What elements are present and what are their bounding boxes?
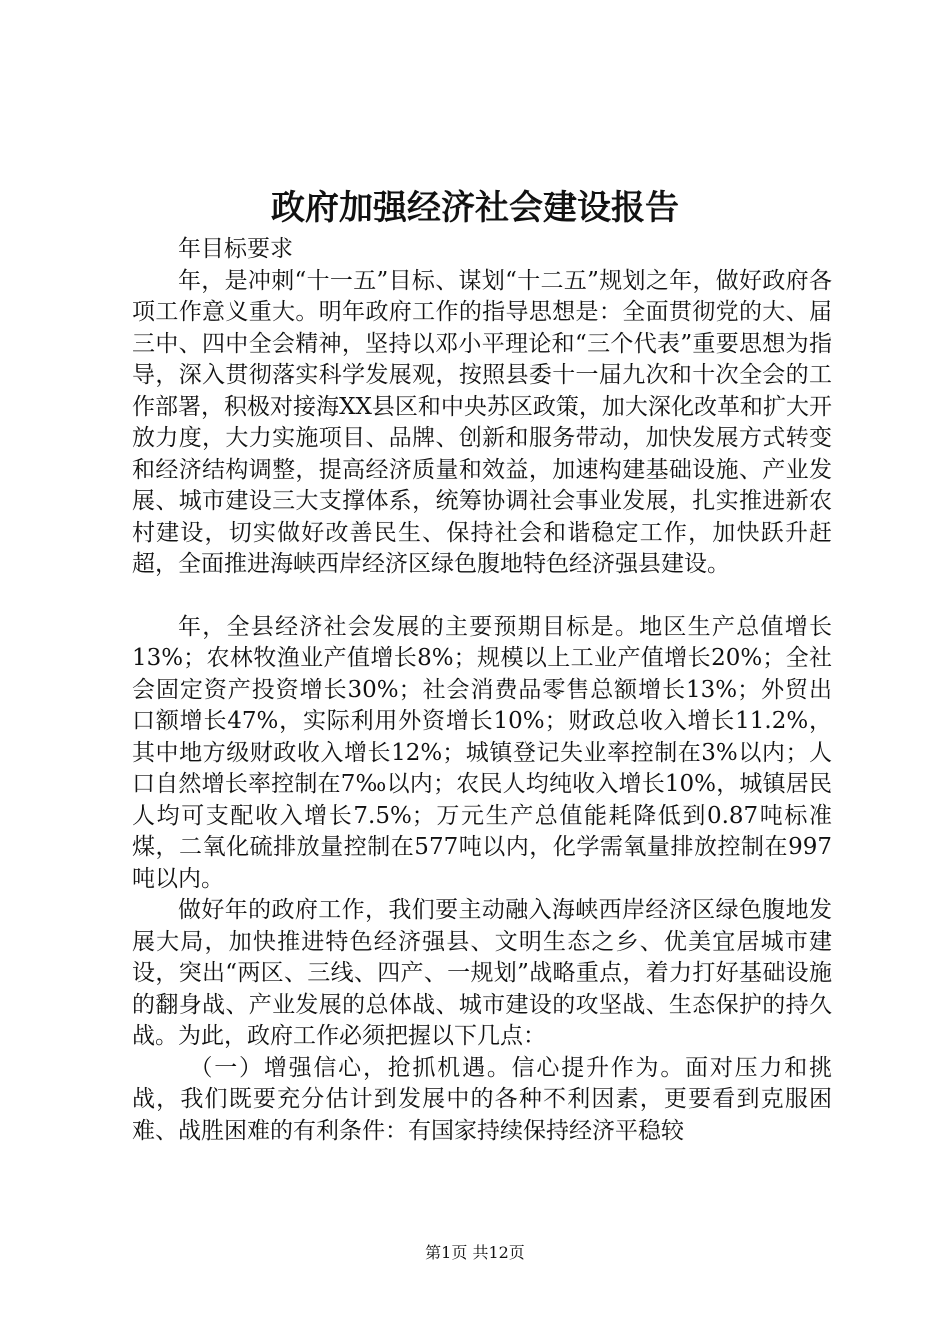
paragraph-expected-targets: 年，全县经济社会发展的主要预期目标是。地区生产总值增长13%；农林牧渔业产值增长8%；规模以上工业产值增长20%；全社会固定资产投资增长30%；社会消费品零售总额增长13%；外贸出口额增长47%，实际利用外资增长10%；财政总收入增长11.2%，其中地方级财政收入增长12%；城镇登记失业率控制在3%以内；人口自然增长率控制在7‰以内；农民人均纯收入增长10%，城镇居民人均可支配收入增长7.5%；万元生产总值能耗降低到0.87吨标准煤，二氧化硫排放量控制在577吨以内，化学需氧量排放控制在997吨以内。 (132, 613, 832, 892)
paragraph-point-one: （一）增强信心，抢抓机遇。信心提升作为。面对压力和挑战，我们既要充分估计到发展中的各种不利因素，更要看到克服困难、战胜困难的有利条件：有国家持续保持经济平稳较 (132, 1054, 832, 1144)
page-number: 第1页 共12页 (425, 1243, 525, 1262)
paragraph-guiding-ideology: 年，是冲刺“十一五”目标、谋划“十二五”规划之年，做好政府各项工作意义重大。明年政府工作的指导思想是：全面贯彻党的大、届三中、四中全会精神，坚持以邓小平理论和“三个代表”重要思想为指导，深入贯彻落实科学发展观，按照县委十一届九次和十次全会的工作部署，积极对接海XX县区和中央苏区政策，加大深化改革和扩大开放力度，大力实施项目、品牌、创新和服务带动，加快发展方式转变和经济结构调整，提高经济质量和效益，加速构建基础设施、产业发展、城市建设三大支撑体系，统筹协调社会事业发展，扎实推进新农村建设，切实做好改善民生、保持社会和谐稳定工作，加快跃升赶超，全面推进海峡西岸经济区绿色腹地特色经济强县建设。 (132, 267, 832, 577)
section-heading: 年目标要求 (178, 236, 293, 262)
document-body (132, 234, 832, 1147)
document-title: 政府加强经济社会建设报告 (271, 188, 679, 228)
paragraph-government-work: 做好年的政府工作，我们要主动融入海峡西岸经济区绿色腹地发展大局，加快推进特色经济强县、文明生态之乡、优美宜居城市建设，突出“两区、三线、四产、一规划”战略重点，着力打好基础设施的翻身战、产业发展的总体战、城市建设的攻坚战、生态保护的持久战。为此，政府工作必须把握以下几点： (132, 897, 832, 1049)
